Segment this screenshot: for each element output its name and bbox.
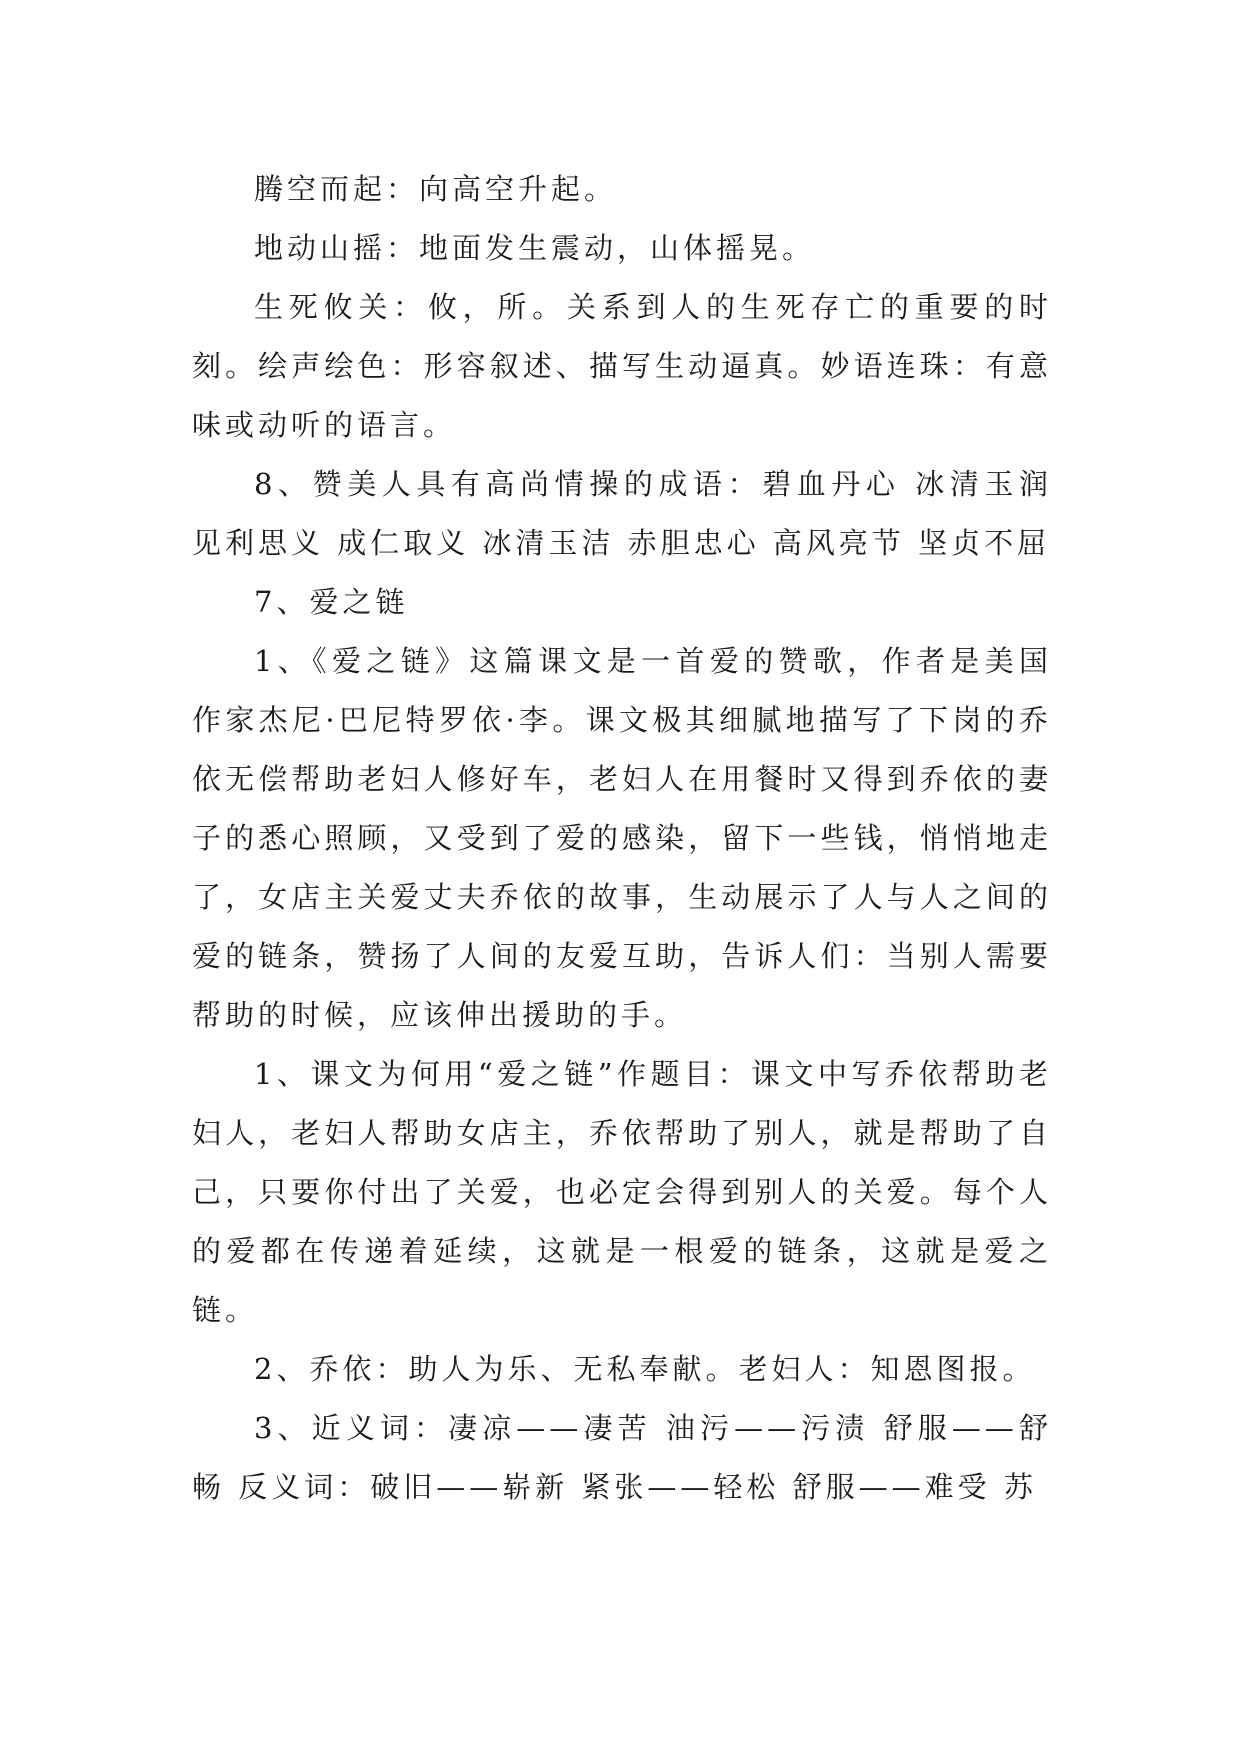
paragraph-definition-shengsi: 生死攸关：攸，所。关系到人的生死存亡的重要的时刻。绘声绘色：形容叙述、描写生动逼真。妙语连珠：有意味或动听的语言。 [192,290,1052,442]
paragraph-idioms-list: 8、赞美人具有高尚情操的成语：碧血丹心 冰清玉润 见利思义 成仁取义 冰清玉洁 赤胆忠心 高风亮节 坚贞不屈 [192,467,1052,560]
paragraph-characters: 2、乔依：助人为乐、无私奉献。老妇人：知恩图报。 [254,1352,1036,1386]
section-heading-ai-zhi-lian: 7、爱之链 [254,585,409,619]
paragraph-definition-tengkong: 腾空而起：向高空升起。 [254,172,618,206]
paragraph-summary: 1、《爱之链》这篇课文是一首爱的赞歌，作者是美国作家杰尼·巴尼特罗依·李。课文极其细腻地描写了下岗的乔依无偿帮助老妇人修好车，老妇人在用餐时又得到乔依的妻子的悉心照顾，又受到了爱的感染，留下一些钱，悄悄地走了，女店主关爱丈夫乔依的故事，生动展示了人与人之间的爱的链条，赞扬了人间的友爱互助，告诉人们：当别人需要帮助的时候，应该伸出援助的手。 [192,644,1052,1032]
paragraph-synonyms-antonyms: 3、近义词：凄凉——凄苦 油污——污渍 舒服——舒畅 反义词：破旧——崭新 紧张——轻松 舒服——难受 苏 [192,1411,1052,1504]
paragraph-title-question: 1、课文为何用“爱之链”作题目：课文中写乔依帮助老妇人，老妇人帮助女店主，乔依帮助了别人，就是帮助了自己，只要你付出了关爱，也必定会得到别人的关爱。每个人的爱都在传递着延续，这就是一根爱的链条，这就是爱之链。 [192,1057,1052,1327]
paragraph-definition-didong: 地动山摇：地面发生震动，山体摇晃。 [254,231,816,265]
document-body [192,160,1052,1517]
